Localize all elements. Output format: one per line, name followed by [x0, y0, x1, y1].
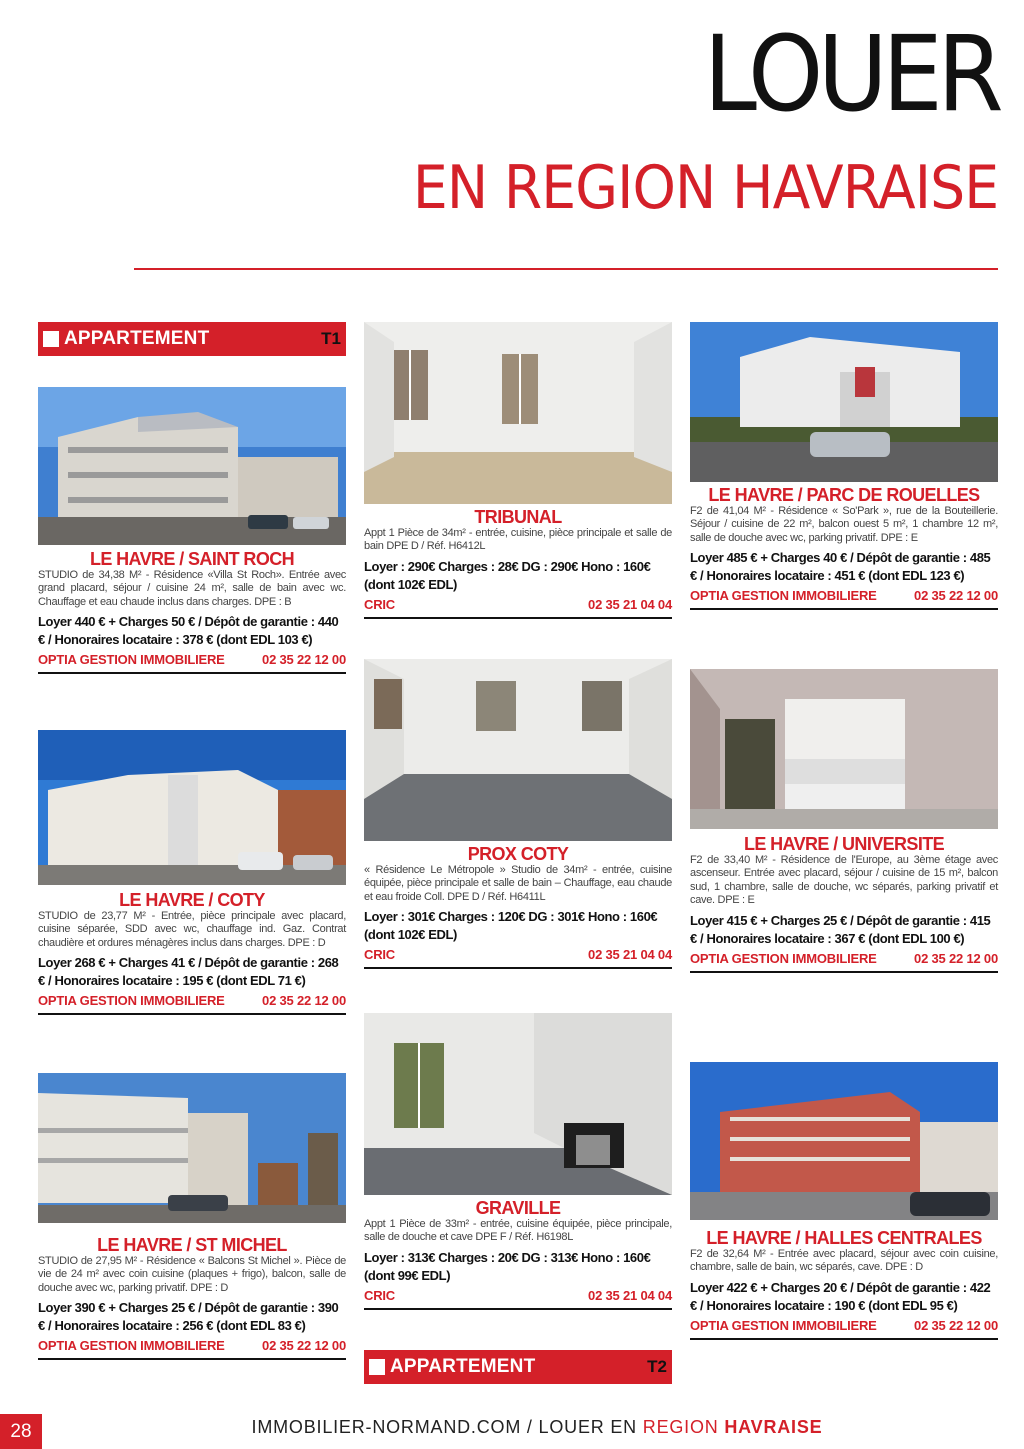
listing-photo: [364, 659, 672, 841]
agency-phone: 02 35 22 12 00: [262, 1338, 346, 1354]
listing-coty: [38, 730, 346, 1015]
agency-phone: 02 35 22 12 00: [262, 652, 346, 668]
footer-region: REGION: [642, 1417, 725, 1437]
category-label: APPARTEMENT: [64, 328, 210, 349]
listing-photo: [38, 1073, 346, 1223]
listing-title: LE HAVRE / COTY: [119, 890, 265, 910]
category-bar-t2: [364, 1350, 672, 1384]
listing-price: Loyer 268 € + Charges 41 € / Dépôt de garantie : 268 € / Honoraires locataire : 195 € (dont EDL 71 €): [38, 955, 339, 989]
listing-photo: [690, 669, 998, 829]
listing-price: Loyer 485 € + Charges 40 € / Dépôt de garantie : 485 € / Honoraires locataire : 451 € (dont EDL 123 €): [690, 550, 991, 584]
agency-name: OPTIA GESTION IMMOBILIERE: [38, 1338, 225, 1354]
category-bar-t1: [38, 322, 346, 356]
page-number: 28: [0, 1414, 42, 1449]
listing-saint-roch: [38, 387, 346, 674]
agency-phone: 02 35 21 04 04: [588, 947, 672, 963]
agency-name: OPTIA GESTION IMMOBILIERE: [38, 993, 225, 1009]
listing-agency: [690, 951, 998, 973]
listing-photo: [364, 1013, 672, 1195]
agency-name: OPTIA GESTION IMMOBILIERE: [690, 588, 877, 604]
listing-photo: [690, 322, 998, 482]
listing-agency: [690, 588, 998, 610]
listing-photo: [38, 387, 346, 545]
listing-agency: [364, 597, 672, 619]
listing-title: LE HAVRE / HALLES CENTRALES: [706, 1228, 982, 1248]
agency-phone: 02 35 21 04 04: [588, 1287, 672, 1303]
header-divider: [134, 268, 998, 270]
listing-agency: [364, 1288, 672, 1310]
listing-title: LE HAVRE / SAINT ROCH: [89, 549, 295, 569]
listing-description: « Résidence Le Métropole » Studio de 34m² - entrée, cuisine équipée, pièce principale et salle de bain – Chauffage, eau chaude et eau froide Coll. DPE D / Réf. H6411L: [364, 864, 672, 903]
footer-text: [0, 1417, 1024, 1438]
agency-phone: 02 35 21 04 04: [588, 596, 672, 612]
listing-agency: [38, 652, 346, 674]
listing-agency: [364, 947, 672, 969]
listing-prox-coty: [364, 659, 672, 969]
listing-agency: [38, 993, 346, 1015]
category-type: T2: [647, 1357, 667, 1376]
listing-graville: [364, 1013, 672, 1310]
listing-title: GRAVILLE: [475, 1198, 561, 1218]
listing-halles-centrales: [690, 1062, 998, 1340]
listing-price: Loyer 440 € + Charges 50 € / Dépôt de garantie : 440 € / Honoraires locataire : 378 € (dont EDL 103 €): [38, 614, 339, 648]
agency-name: CRIC: [364, 596, 395, 612]
listing-price: Loyer : 301€ Charges : 120€ DG : 301€ Hono : 160€ (dont 102€ EDL): [364, 909, 658, 943]
footer-havraise: HAVRAISE: [724, 1417, 823, 1437]
listing-title: LE HAVRE / ST MICHEL: [97, 1235, 287, 1255]
listing-description: F2 de 32,64 M² - Entrée avec placard, séjour avec coin cuisine, chambre, salle de bain, wc séparés, cave. DPE : D: [690, 1248, 998, 1274]
listing-tribunal: [364, 322, 672, 619]
page-title: LOUER: [703, 13, 998, 135]
listing-photo: [364, 322, 672, 504]
listing-description: STUDIO de 34,38 M² - Résidence «Villa St Roch». Entrée avec grand placard, séjour / cuisine 24 m², salle de bain avec wc. Chauffage et eau chaude inclus dans charges. DPE : B: [38, 569, 346, 608]
agency-name: OPTIA GESTION IMMOBILIERE: [690, 950, 877, 966]
listing-st-michel: [38, 1073, 346, 1360]
listing-price: Loyer 415 € + Charges 25 € / Dépôt de garantie : 415 € / Honoraires locataire : 367 € (dont EDL 100 €): [690, 912, 991, 946]
category-type: T1: [321, 329, 341, 348]
listing-price: Loyer 422 € + Charges 20 € / Dépôt de garantie : 422 € / Honoraires locataire : 190 € (dont EDL 95 €): [690, 1279, 991, 1313]
listing-price: Loyer 390 € + Charges 25 € / Dépôt de garantie : 390 € / Honoraires locataire : 256 € (dont EDL 83 €): [38, 1300, 339, 1334]
agency-phone: 02 35 22 12 00: [262, 993, 346, 1009]
listing-universite: [690, 669, 998, 973]
listing-price: Loyer : 290€ Charges : 28€ DG : 290€ Hono : 160€ (dont 102€ EDL): [364, 558, 651, 592]
listing-agency: [38, 1338, 346, 1360]
listing-description: STUDIO de 27,95 M² - Résidence « Balcons St Michel ». Pièce de vie de 24 m² avec coin cuisine (plaques + frigo), balcon, salle de douche avec wc, parking privatif. DPE : D: [38, 1255, 346, 1294]
listing-title: LE HAVRE / UNIVERSITE: [743, 834, 945, 854]
footer-separator: /: [521, 1417, 539, 1437]
listing-title: LE HAVRE / PARC DE ROUELLES: [708, 485, 980, 505]
footer-site: IMMOBILIER-NORMAND.COM: [251, 1417, 522, 1437]
square-bullet-icon: [43, 331, 59, 347]
listing-title: TRIBUNAL: [474, 507, 562, 527]
agency-name: OPTIA GESTION IMMOBILIERE: [38, 652, 225, 668]
agency-name: CRIC: [364, 1287, 395, 1303]
listing-photo: [38, 730, 346, 885]
agency-phone: 02 35 22 12 00: [914, 950, 998, 966]
listing-title: PROX COTY: [467, 844, 569, 864]
footer-louer-en: LOUER EN: [538, 1417, 643, 1437]
agency-name: OPTIA GESTION IMMOBILIERE: [690, 1317, 877, 1333]
agency-name: CRIC: [364, 947, 395, 963]
listing-parc-rouelles: [690, 322, 998, 610]
agency-phone: 02 35 22 12 00: [914, 588, 998, 604]
category-label: APPARTEMENT: [390, 1356, 536, 1377]
square-bullet-icon: [369, 1359, 385, 1375]
page-subtitle: EN REGION HAVRAISE: [412, 153, 998, 223]
agency-phone: 02 35 22 12 00: [914, 1317, 998, 1333]
listing-description: STUDIO de 23,77 M² - Entrée, pièce principale avec placard, cuisine séparée, SDD avec wc, chauffage ind. Gaz. Contrat chaudière et ordures ménagères inclus dans charges. DPE : D: [38, 910, 346, 949]
listing-agency: [690, 1318, 998, 1340]
listing-description: Appt 1 Pièce de 33m² - entrée, cuisine équipée, pièce principale, salle de douche et cave DPE F / Réf. H6198L: [364, 1218, 672, 1244]
listing-description: F2 de 33,40 M² - Résidence de l'Europe, au 3ème étage avec ascenseur. Entrée avec placard, séjour / cuisine de 15 m², balcon sud, 1 chambre, salle de douche, wc séparés, parking privatif et cave. DPE : E: [690, 854, 998, 907]
listing-description: Appt 1 Pièce de 34m² - entrée, cuisine, pièce principale et salle de bain DPE D / Réf. H6412L: [364, 527, 672, 553]
listing-description: F2 de 41,04 M² - Résidence « So'Park », rue de la Bouteillerie. Séjour / cuisine de 22 m², balcon ouest 5 m², 1 chambre 12 m², salle de douche avec wc, parking privatif. DPE : E: [690, 505, 998, 544]
listing-photo: [690, 1062, 998, 1220]
listing-price: Loyer : 313€ Charges : 20€ DG : 313€ Hono : 160€ (dont 99€ EDL): [364, 1249, 651, 1283]
